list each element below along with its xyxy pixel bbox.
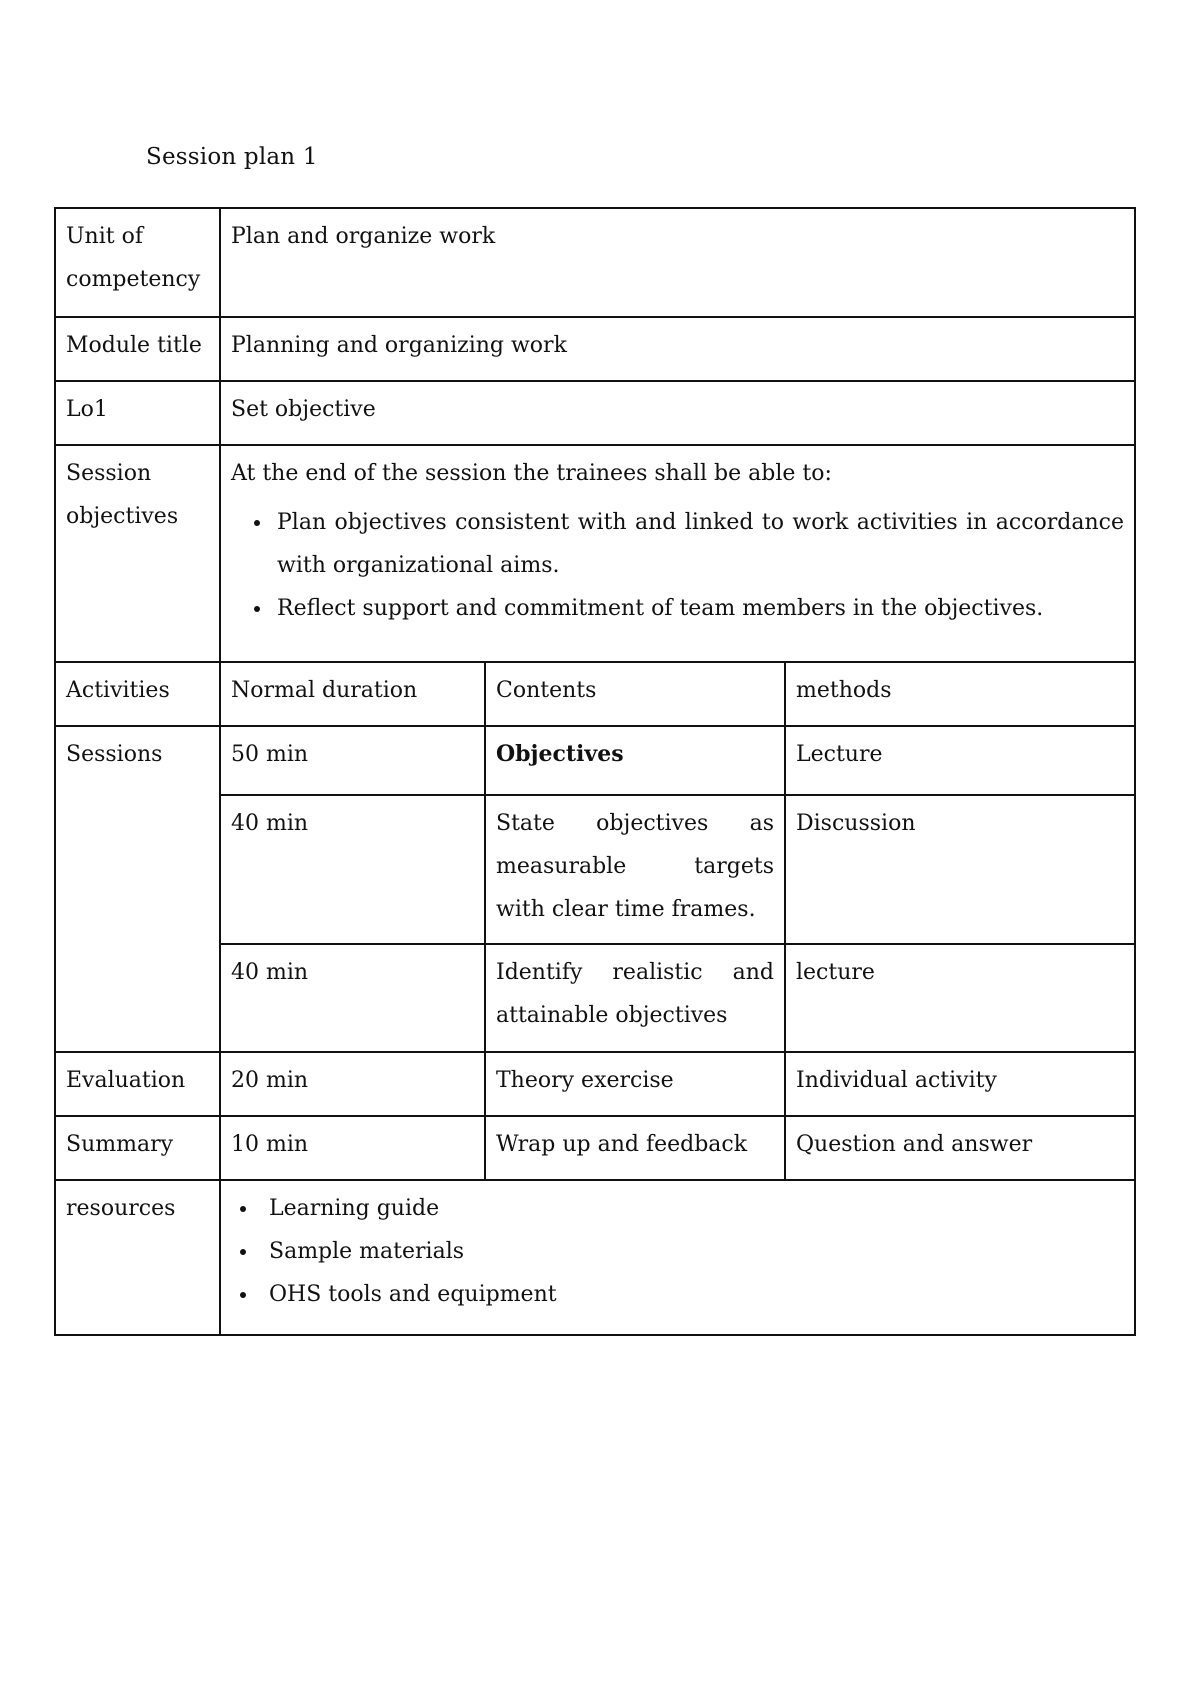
document-title: Session plan 1 xyxy=(146,144,318,170)
session-contents: Objectives xyxy=(485,726,785,795)
unit-row xyxy=(55,208,1135,317)
session-method: lecture xyxy=(785,944,1135,1052)
contents-line: State objectives as xyxy=(496,811,774,836)
contents-line: with clear time frames. xyxy=(496,897,756,922)
evaluation-method: Individual activity xyxy=(785,1052,1135,1116)
session-contents xyxy=(485,795,785,944)
column-header-methods: methods xyxy=(785,662,1135,726)
list-item: • Sample materials xyxy=(259,1230,1124,1273)
resources-list xyxy=(231,1187,1124,1316)
session-method: Lecture xyxy=(785,726,1135,795)
column-header-duration: Normal duration xyxy=(220,662,485,726)
objectives-label: Session objectives xyxy=(55,445,220,662)
resources-cell xyxy=(220,1180,1135,1335)
session-method: Discussion xyxy=(785,795,1135,944)
contents-line: measurable targets xyxy=(496,854,774,879)
list-item: • OHS tools and equipment xyxy=(259,1273,1124,1316)
session-duration: 40 min xyxy=(220,944,485,1052)
lo-row xyxy=(55,381,1135,445)
objectives-list xyxy=(231,501,1124,630)
resources-label: resources xyxy=(55,1180,220,1335)
summary-duration: 10 min xyxy=(220,1116,485,1180)
module-row xyxy=(55,317,1135,381)
activities-label: Activities xyxy=(55,662,220,726)
session-duration: 50 min xyxy=(220,726,485,795)
session-row xyxy=(55,726,1135,795)
objectives-intro: At the end of the session the trainees shall be able to: xyxy=(231,461,832,486)
session-plan-table xyxy=(54,207,1136,1336)
list-item: • Reflect support and commitment of team members in the objectives. xyxy=(273,587,1124,630)
summary-label: Summary xyxy=(55,1116,220,1180)
summary-contents: Wrap up and feedback xyxy=(485,1116,785,1180)
evaluation-duration: 20 min xyxy=(220,1052,485,1116)
sessions-label: Sessions xyxy=(55,726,220,1052)
contents-line: Identify realistic and xyxy=(496,960,774,985)
unit-value: Plan and organize work xyxy=(220,208,1135,317)
contents-line: attainable objectives xyxy=(496,1003,728,1028)
summary-row xyxy=(55,1116,1135,1180)
objectives-row xyxy=(55,445,1135,662)
column-header-contents: Contents xyxy=(485,662,785,726)
lo-label: Lo1 xyxy=(55,381,220,445)
list-item: • Plan objectives consistent with and linked to work activities in accordance with organizational aims. xyxy=(273,501,1124,587)
unit-label: Unit of competency xyxy=(55,208,220,317)
session-contents xyxy=(485,944,785,1052)
evaluation-row xyxy=(55,1052,1135,1116)
list-item: • Learning guide xyxy=(259,1187,1124,1230)
evaluation-label: Evaluation xyxy=(55,1052,220,1116)
module-value: Planning and organizing work xyxy=(220,317,1135,381)
module-label: Module title xyxy=(55,317,220,381)
activities-header-row xyxy=(55,662,1135,726)
session-duration: 40 min xyxy=(220,795,485,944)
summary-method: Question and answer xyxy=(785,1116,1135,1180)
evaluation-contents: Theory exercise xyxy=(485,1052,785,1116)
lo-value: Set objective xyxy=(220,381,1135,445)
resources-row xyxy=(55,1180,1135,1335)
objectives-cell xyxy=(220,445,1135,662)
